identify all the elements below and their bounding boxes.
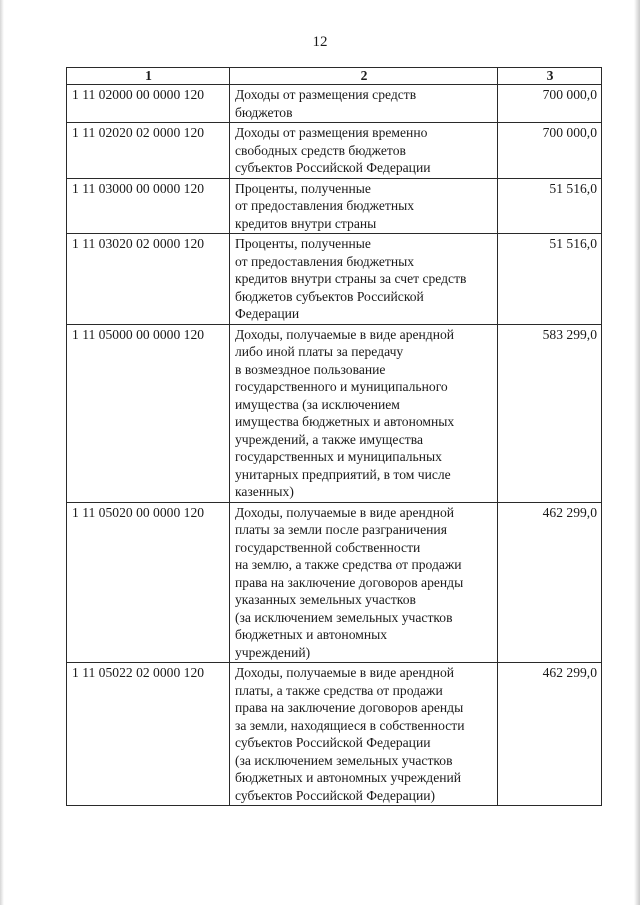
page-number: 12 (312, 34, 328, 50)
description-line: платы, а также средства от продажи (235, 682, 443, 698)
description-line: имущества бюджетных и автономных (235, 414, 455, 429)
table-row (67, 324, 602, 502)
description-line: имущества (за исключением (235, 396, 400, 412)
table-row (67, 123, 602, 179)
column-header-code: 1 (67, 68, 230, 85)
description-line: бюджетных и автономных (235, 627, 388, 642)
row-description (230, 85, 498, 123)
table-row (67, 178, 602, 234)
row-code: 1 11 03020 02 0000 120 (67, 234, 230, 325)
description-line: бюджетов субъектов Российской (235, 288, 424, 304)
scan-edge-right (634, 0, 640, 905)
row-description (230, 324, 498, 502)
description-line: Проценты, полученные (235, 180, 371, 196)
table-body (67, 85, 602, 806)
row-code: 1 11 02020 02 0000 120 (67, 123, 230, 179)
table-header-row (67, 68, 602, 85)
table-row (67, 663, 602, 806)
description-line: государственного и муниципального (235, 379, 448, 394)
description-line: унитарных предприятий, в том числе (235, 466, 451, 482)
description-line: государственных и муниципальных (235, 449, 442, 464)
description-line: от предоставления бюджетных (235, 253, 415, 269)
table-row (67, 502, 602, 663)
row-description (230, 178, 498, 234)
description-line: казенных) (235, 484, 294, 499)
row-description (230, 502, 498, 663)
row-amount: 462 299,0 (498, 502, 602, 663)
row-code: 1 11 03000 00 0000 120 (67, 178, 230, 234)
description-line: права на заключение договоров аренды (235, 700, 464, 715)
description-line: Доходы, получаемые в виде арендной (235, 326, 455, 342)
description-line: Проценты, полученные (235, 236, 371, 251)
description-line: указанных земельных участков (235, 592, 416, 607)
row-description (230, 663, 498, 806)
description-line: учреждений) (235, 644, 311, 660)
description-line: за земли, находящиеся в собственности (235, 717, 465, 733)
description-line: свободных средств бюджетов (235, 142, 406, 158)
column-header-amount: 3 (498, 68, 602, 85)
row-description (230, 123, 498, 179)
description-line: Доходы от размещения средств (235, 87, 417, 102)
description-line: государственной собственности (235, 539, 421, 555)
description-line: либо иной платы за передачу (235, 344, 404, 359)
description-line: субъектов Российской Федерации) (235, 787, 436, 803)
row-code: 1 11 05022 02 0000 120 (67, 663, 230, 806)
row-amount: 51 516,0 (498, 178, 602, 234)
description-line: учреждений, а также имущества (235, 431, 424, 447)
description-line: бюджетов (235, 104, 293, 120)
description-line: кредитов внутри страны (235, 215, 377, 231)
description-line: бюджетных и автономных учреждений (235, 770, 462, 785)
description-line: Доходы, получаемые в виде арендной (235, 665, 455, 680)
description-line: от предоставления бюджетных (235, 198, 415, 213)
description-line: Федерации (235, 306, 300, 321)
table-row (67, 85, 602, 123)
row-amount: 51 516,0 (498, 234, 602, 325)
description-line: платы за земли после разграничения (235, 522, 447, 537)
row-amount: 583 299,0 (498, 324, 602, 502)
description-line: субъектов Российской Федерации (235, 160, 431, 175)
description-line: (за исключением земельных участков (235, 752, 453, 768)
table-row (67, 234, 602, 325)
row-amount: 700 000,0 (498, 85, 602, 123)
row-code: 1 11 05000 00 0000 120 (67, 324, 230, 502)
row-code: 1 11 05020 00 0000 120 (67, 502, 230, 663)
description-line: (за исключением земельных участков (235, 609, 453, 625)
description-line: права на заключение договоров аренды (235, 574, 464, 590)
description-line: субъектов Российской Федерации (235, 735, 431, 750)
column-header-description: 2 (230, 68, 498, 85)
description-line: на землю, а также средства от продажи (235, 557, 462, 572)
scan-edge-left (0, 0, 4, 905)
row-amount: 462 299,0 (498, 663, 602, 806)
description-line: в возмездное пользование (235, 361, 386, 377)
row-code: 1 11 02000 00 0000 120 (67, 85, 230, 123)
description-line: кредитов внутри страны за счет средств (235, 271, 467, 286)
row-amount: 700 000,0 (498, 123, 602, 179)
budget-table (66, 67, 602, 806)
description-line: Доходы от размещения временно (235, 125, 428, 140)
row-description (230, 234, 498, 325)
description-line: Доходы, получаемые в виде арендной (235, 504, 455, 520)
